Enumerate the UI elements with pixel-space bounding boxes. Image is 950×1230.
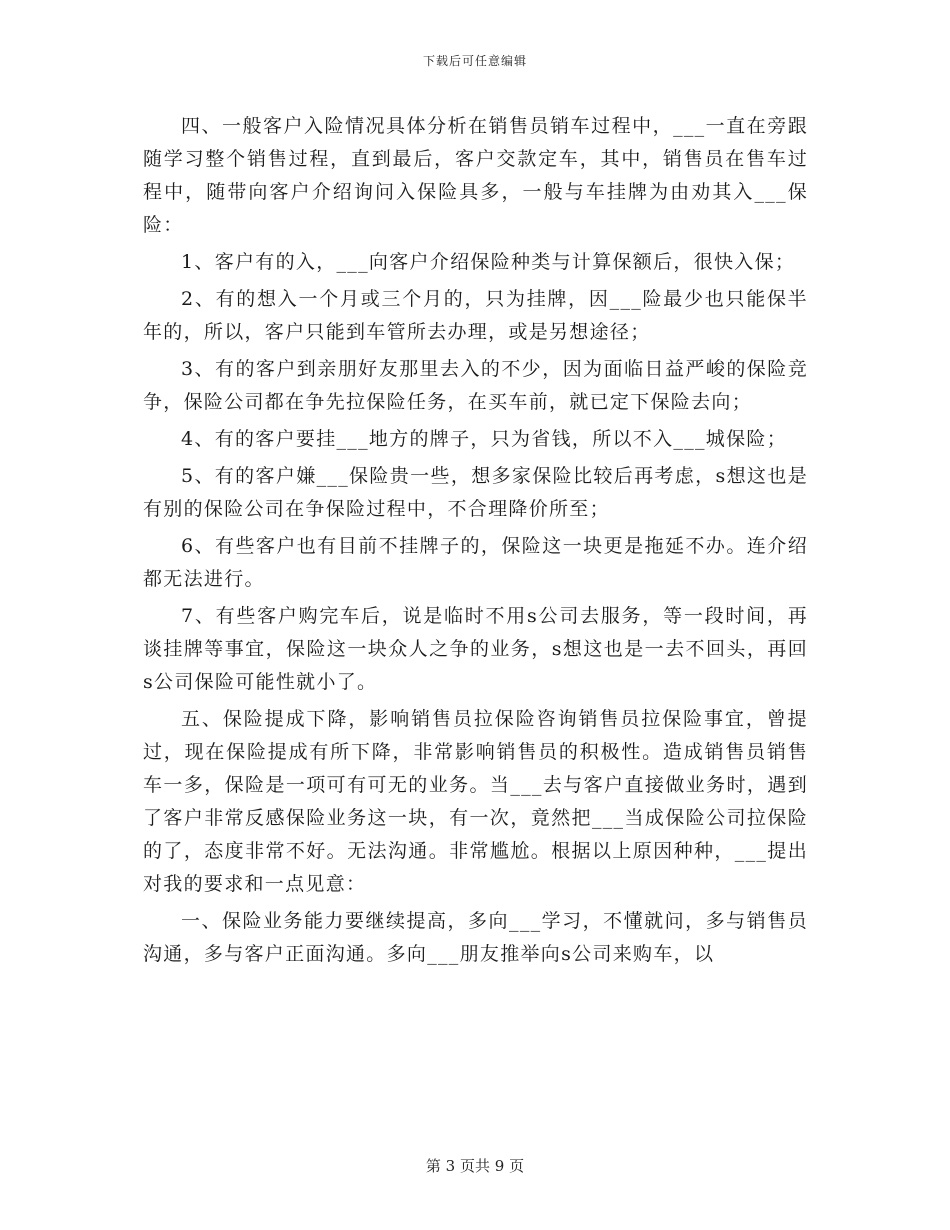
paragraph-6: 5、有的客户嫌___保险贵一些，想多家保险比较后再考虑，s想这也是有别的保险公司在争保险过程中，不合理降价所至；	[143, 465, 808, 520]
paragraph-3: 2、有的想入一个月或三个月的，只为挂牌，因___险最少也只能保半年的，所以，客户只能到车管所去办理，或是另想途径；	[143, 288, 808, 343]
page-footer: 第 3 页共 9 页	[425, 1157, 525, 1175]
paragraph-7: 6、有些客户也有目前不挂牌子的，保险这一块更是拖延不办。连介绍都无法进行。	[143, 535, 808, 590]
paragraph-9: 五、保险提成下降，影响销售员拉保险咨询销售员拉保险事宜，曾提过，现在保险提成有所下降，非常影响销售员的积极性。造成销售员销售车一多，保险是一项可有可无的业务。当___去与客户直接做业务时，遇到了客户非常反感保险业务这一块，有一次，竟然把___当成保险公司拉保险的了，态度非常不好。无法沟通。非常尴尬。根据以上原因种种，___提出对我的要求和一点见意：	[143, 708, 808, 895]
paragraph-2: 1、客户有的入，___向客户介绍保险种类与计算保额后，很快入保；	[181, 251, 796, 273]
paragraph-4: 3、有的客户到亲朋好友那里去入的不少，因为面临日益严峻的保险竞争，保险公司都在争先拉保险任务，在买车前，就已定下保险去向；	[143, 358, 808, 413]
paragraph-5: 4、有的客户要挂___地方的牌子，只为省钱，所以不入___城保险；	[181, 428, 787, 450]
document-body	[143, 110, 808, 971]
paragraph-8: 7、有些客户购完车后，说是临时不用s公司去服务，等一段时间，再谈挂牌等事宜，保险这一块众人之争的业务，s想这也是一去不回头，再回s公司保险可能性就小了。	[143, 605, 808, 693]
paragraph-10: 一、保险业务能力要继续提高，多向___学习，不懂就问，多与销售员沟通，多与客户正面沟通。多向___朋友推举向s公司来购车，以	[143, 910, 808, 965]
page-header: 下载后可任意编辑	[422, 54, 527, 68]
paragraph-1: 四、一般客户入险情况具体分析在销售员销车过程中，___一直在旁跟随学习整个销售过程，直到最后，客户交款定车，其中，销售员在售车过程中，随带向客户介绍询问入保险具多，一般与车挂牌为由劝其入___保险：	[143, 115, 808, 236]
